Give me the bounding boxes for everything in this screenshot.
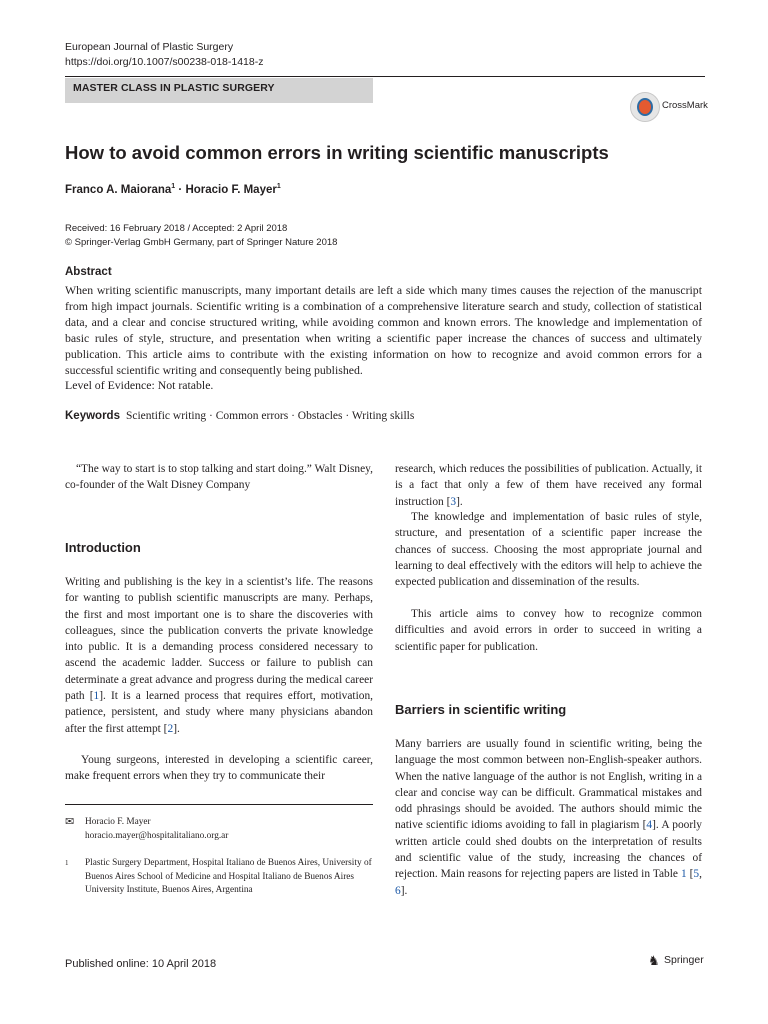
journal-header — [65, 40, 263, 70]
barriers-paragraph: Many barriers are usually found in scientific writing, being the language the most common between non-English-speaker authors. When the native language of the author is not English, writing in a clear and concise way can be difficult. Grammatical mistakes and odd phrasings should be avoided. The authors should mimic the native scientific idioms avoiding to fall in plagiarism [4]. A poorly written article could shed doubts on the interpretation of results and scientific value of the study, increasing the chances of rejection. Main reasons for rejecting papers are listed in Table 1 [5, 6]. — [395, 738, 702, 897]
keywords — [65, 410, 414, 422]
citation-link[interactable]: 5 — [693, 868, 700, 881]
journal-name: European Journal of Plastic Surgery — [65, 41, 234, 53]
header-rule — [65, 76, 705, 77]
intro-paragraph-2: Young surgeons, interested in developing a scientific career, make frequent errors when they try to communicate their — [65, 754, 373, 783]
section-banner — [65, 78, 373, 103]
citation-link[interactable]: 2 — [167, 722, 174, 735]
crossmark-badge[interactable] — [630, 92, 740, 124]
author-name[interactable]: Horacio F. Mayer — [185, 183, 277, 196]
author-list — [65, 183, 281, 196]
springer-label: Springer — [664, 954, 704, 966]
springer-logo — [648, 952, 718, 972]
table-link[interactable]: 1 — [680, 868, 687, 881]
article-dates — [65, 222, 337, 250]
intro-paragraph-4: The knowledge and implementation of basic rules of style, structure, and presentation of a scientific paper increase the chances of success. Choosing the most appropriate journal and learning to deal effectively with the editors will help to achieve the expected publication and dissemination of the results. — [395, 511, 702, 589]
author-affil-marker: 1 — [276, 183, 281, 190]
abstract-heading: Abstract — [65, 266, 112, 278]
citation-link[interactable]: 3 — [450, 495, 457, 508]
keywords-text: Scientific writing · Common errors · Obstacles · Writing skills — [125, 410, 415, 422]
crossmark-label: CrossMark — [662, 100, 708, 111]
intro-paragraph-3: research, which reduces the possibilities of publication. Actually, it is a fact that only a few of them have received any formal instruction [3]. — [395, 463, 702, 508]
citation-link[interactable]: 4 — [646, 819, 653, 832]
citation-link[interactable]: 6 — [395, 884, 401, 897]
article-title: How to avoid common errors in writing scientific manuscripts — [65, 142, 609, 163]
footnote-rule — [65, 804, 373, 805]
barriers-heading: Barriers in scientific writing — [395, 702, 567, 717]
intro-paragraph-5: This article aims to convey how to recognize common difficulties and avoid errors in order to succeed in writing a scientific paper for publication. — [395, 608, 702, 653]
springer-horse-icon: ♞ — [648, 953, 660, 968]
intro-paragraph-1: Writing and publishing is the key in a scientist’s life. The reasons for wanting to publish scientific manuscripts are many. Perhaps, the first and most important one is to share the discoveries with colleagues, since the publication converts the private knowledge into public. It is a demanding process considered necessary to ascend the academic ladder. Success or failure to publish can determinate a great advance and progress during the medical career path [1]. It is a learned process that requires effort, motivation, patience, persistent, and study where many physicians abandon after the first attempt [2]. — [65, 576, 373, 735]
abstract-text: When writing scientific manuscripts, many important details are left a side which many times causes the rejection of the manuscript from high impact journals. Scientific writing is a combination of a comprehensive literature search and study, collection of statistical data, and a clear and concise structured writing, while avoiding common and known errors. The knowledge and implementation of basic rules of style, structure, and presentation when writing a scientific paper increase the chances of success and ultimately publication. This article aims to contribute with the existing information on how to recognize and avoid common errors for a successful scientific writing and consequently being published. — [65, 283, 702, 377]
affiliation-text: Plastic Surgery Department, Hospital Italiano de Buenos Aires, University of Buenos Aires School of Medicine and Hospital Italiano de Buenos Aires University Institute, Buenos Aires, Argentina — [85, 858, 372, 895]
crossmark-icon — [630, 92, 660, 122]
keywords-label: Keywords — [65, 410, 120, 422]
author-separator: · — [178, 183, 183, 196]
author-affil-marker: 1 — [171, 183, 176, 190]
citation-link[interactable]: 1 — [93, 690, 100, 703]
copyright-line: © Springer-Verlag GmbH Germany, part of Springer Nature 2018 — [65, 237, 338, 248]
introduction-heading: Introduction — [65, 540, 141, 555]
epigraph-quote: “The way to start is to stop talking and start doing.” Walt Disney, co-founder of the Walt Disney Company — [65, 463, 373, 492]
received-accepted: Received: 16 February 2018 / Accepted: 2 April 2018 — [65, 223, 288, 234]
level-of-evidence: Level of Evidence: Not ratable. — [65, 378, 214, 392]
published-date: Published online: 10 April 2018 — [65, 958, 217, 970]
banner-label: MASTER CLASS IN PLASTIC SURGERY — [73, 82, 275, 94]
affiliation-number: 1 — [65, 859, 69, 867]
doi-link[interactable]: https://doi.org/10.1007/s00238-018-1418-z — [65, 56, 264, 68]
contact-email[interactable]: horacio.mayer@hospitalitaliano.org.ar — [85, 830, 229, 841]
contact-name: Horacio F. Mayer — [85, 817, 151, 827]
author-name[interactable]: Franco A. Maiorana — [65, 183, 172, 196]
envelope-icon: ✉ — [65, 816, 75, 828]
